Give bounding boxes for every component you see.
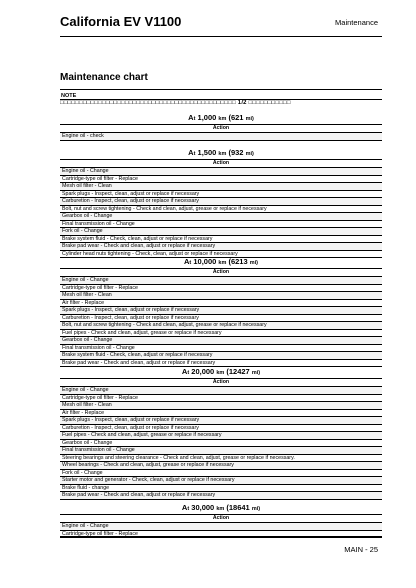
interval-section: [60, 367, 382, 500]
interval-mi-unit: mi): [251, 370, 261, 376]
footer-rule: [60, 536, 382, 537]
table-row: Air filter - Replace: [60, 410, 382, 418]
interval-heading: [60, 367, 382, 377]
action-table: [60, 276, 382, 367]
interval-mi-unit: mi): [245, 116, 254, 122]
table-row: Cartridge-type oil filter - Replace: [60, 285, 382, 293]
header-rule: [60, 36, 382, 37]
table-row: Fuel pipes - Check and clean, adjust, grease or replace if necessary: [60, 330, 382, 338]
table-row: Carburetion - Inspect, clean, adjust or replace if necessary: [60, 198, 382, 206]
interval-km-value: 20,000: [191, 367, 215, 376]
action-column-header: Action: [60, 378, 382, 386]
table-row: Brake pad wear - Check and clean, adjust or replace if necessary: [60, 360, 382, 368]
interval-km-value: 10,000: [193, 257, 217, 266]
table-row: Cartridge-type oil filter - Replace: [60, 395, 382, 403]
table-row: Air filter - Replace: [60, 300, 382, 308]
interval-prefix: A: [188, 148, 194, 157]
interval-mi-value: (621: [228, 113, 244, 122]
interval-km-unit: km: [218, 116, 227, 122]
action-table: [60, 167, 382, 258]
interval-prefix: A: [184, 257, 190, 266]
page-header: [60, 14, 378, 32]
interval-km-unit: km: [218, 151, 227, 157]
interval-mi-value: (932: [228, 148, 244, 157]
table-row: Brake fluid - change: [60, 485, 382, 493]
table-row: Mesh oil filter - Clean: [60, 183, 382, 191]
table-row: Brake system fluid - Check, clean, adjust or replace if necessary: [60, 236, 382, 244]
table-row: Carburetion - Inspect, clean, adjust or replace if necessary: [60, 315, 382, 323]
interval-mi-value: (12427: [226, 367, 250, 376]
interval-prefix-sc: t: [187, 370, 190, 376]
table-row: Engine oil - Change: [60, 277, 382, 285]
action-column-header: Action: [60, 159, 382, 167]
interval-mi-unit: mi): [251, 506, 261, 512]
interval-mi-unit: mi): [249, 260, 258, 266]
table-row: Mesh oil filter - Clean: [60, 292, 382, 300]
table-row: Spark plugs - Inspect, clean, adjust or replace if necessary: [60, 417, 382, 425]
table-row: Bolt, nut and screw tightening - Check and clean, adjust, grease or replace if necessary: [60, 206, 382, 214]
table-row: Brake pad wear - Check and clean, adjust or replace if necessary: [60, 492, 382, 500]
note-text-bold: 1/2: [237, 100, 247, 106]
table-row: Wheel bearings - Check and clean, adjust, grease or replace if necessary: [60, 462, 382, 470]
note-text-after: □□□□□□□□□□□: [248, 100, 291, 106]
interval-prefix-sc: t: [193, 151, 196, 157]
interval-prefix-sc: t: [189, 260, 192, 266]
table-row: Spark plugs - Inspect, clean, adjust or replace if necessary: [60, 191, 382, 199]
interval-prefix: A: [188, 113, 194, 122]
interval-section: [60, 113, 382, 141]
section-name: Maintenance: [335, 18, 378, 27]
document-title: California EV V1100: [60, 14, 182, 29]
table-row: Spark plugs - Inspect, clean, adjust or replace if necessary: [60, 307, 382, 315]
table-row: Brake pad wear - Check and clean, adjust or replace if necessary: [60, 243, 382, 251]
table-row: Final transmission oil - Change: [60, 345, 382, 353]
interval-mi-value: (6213: [228, 257, 248, 266]
table-row: Bolt, nut and screw tightening - Check and clean, adjust, grease or replace if necessary: [60, 322, 382, 330]
table-row: Carburetion - Inspect, clean, adjust or replace if necessary: [60, 425, 382, 433]
interval-km-value: 30,000: [191, 503, 215, 512]
note-text: [60, 100, 291, 106]
table-row: Fuel pipes - Check and clean, adjust, grease or replace if necessary: [60, 432, 382, 440]
table-row: Gearbox oil - Change: [60, 440, 382, 448]
action-table: [60, 132, 382, 141]
action-column-header: Action: [60, 124, 382, 132]
page-number: MAIN - 25: [344, 545, 378, 554]
interval-mi-value: (18641: [226, 503, 250, 512]
table-row: Final transmission oil - Change: [60, 447, 382, 455]
interval-heading: [60, 148, 382, 158]
table-row: Engine oil - check: [60, 133, 382, 141]
interval-heading: [60, 503, 382, 513]
table-row: Engine oil - Change: [60, 523, 382, 531]
table-row: Gearbox oil - Change: [60, 337, 382, 345]
table-row: Mesh oil filter - Clean: [60, 402, 382, 410]
interval-prefix: A: [181, 503, 188, 512]
table-row: Final transmission oil - Change: [60, 221, 382, 229]
table-row: Steering bearings and steering clearance - Check and clean, adjust, grease or replace if necessary.: [60, 455, 382, 463]
interval-km-unit: km: [216, 370, 225, 376]
chart-title: Maintenance chart: [60, 72, 148, 83]
table-row: Cylinder head nuts tightening - Check, clean, adjust or replace if necessary: [60, 251, 382, 259]
interval-km-unit: km: [218, 260, 227, 266]
action-table: [60, 386, 382, 500]
table-row: Engine oil - Change: [60, 168, 382, 176]
table-row: Engine oil - Change: [60, 387, 382, 395]
interval-km-value: 1,500: [197, 148, 217, 157]
chart-title-rule: [60, 89, 382, 90]
interval-km-value: 1,000: [197, 113, 217, 122]
table-row: Starter motor and generator - Check, clean, adjust or replace if necessary: [60, 477, 382, 485]
interval-mi-unit: mi): [245, 151, 254, 157]
table-row: Cartridge-type oil filter - Replace: [60, 531, 382, 539]
interval-prefix-sc: t: [187, 506, 190, 512]
table-row: Brake system fluid - Check, clean, adjust or replace if necessary: [60, 352, 382, 360]
table-row: Fork oil - Change: [60, 470, 382, 478]
table-row: Fork oil - Change: [60, 228, 382, 236]
interval-section: [60, 503, 382, 538]
table-row: Cartridge-type oil filter - Replace: [60, 176, 382, 184]
note-text-before: □□□□□□□□□□□□□□□□□□□□□□□□□□□□□□□□□□□□□□□□□□□□□□: [60, 100, 236, 106]
interval-prefix-sc: t: [193, 116, 196, 122]
action-column-header: Action: [60, 514, 382, 522]
interval-km-unit: km: [216, 506, 225, 512]
note-label: NOTE: [61, 93, 77, 99]
interval-heading: [60, 113, 382, 123]
table-row: Gearbox oil - Change: [60, 213, 382, 221]
interval-section: [60, 148, 382, 258]
interval-prefix: A: [181, 367, 188, 376]
interval-section: [60, 257, 382, 367]
interval-heading: [60, 257, 382, 267]
action-column-header: Action: [60, 268, 382, 276]
